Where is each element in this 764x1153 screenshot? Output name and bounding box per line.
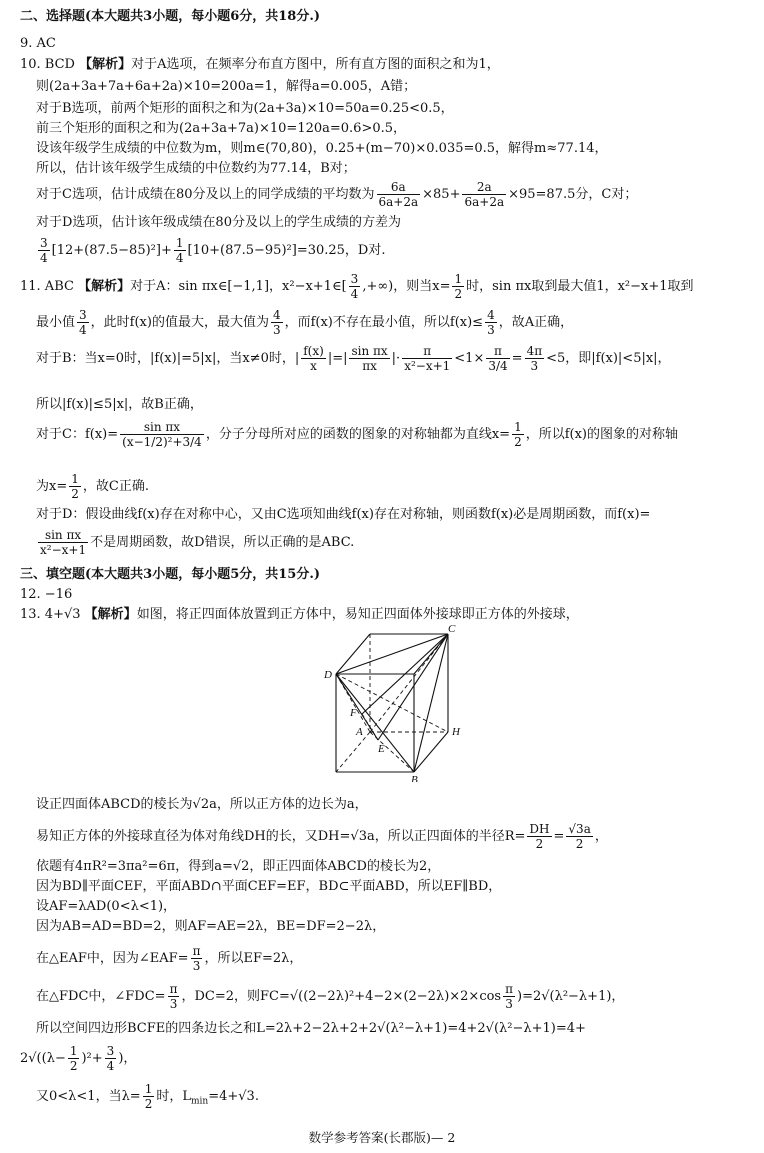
- q13-l12sub: min: [190, 1096, 209, 1107]
- q13-l3a: 易知正方体的外接球直径为体对角线DH的长，又DH=√3a，所以正四面体的半径R=: [36, 829, 526, 844]
- q11-line8: [36, 528, 354, 557]
- q10-l1: 对于A选项，在频率分布直方图中，所有直方图的面积之和为1，: [131, 57, 500, 72]
- fraction: [402, 344, 452, 373]
- q11-line5: [36, 420, 678, 449]
- q13-l1: 如图，将正四面体放置到正方体中，易知正四面体外接球即正方体的外接球，: [136, 607, 579, 622]
- frac-den: πx: [362, 359, 377, 373]
- section2-title: [20, 8, 320, 25]
- frac-den: 3: [272, 323, 281, 337]
- q10-line2: 则(2a+3a+7a+6a+2a)×10=200a=1，解得a=0.005，A错；: [36, 79, 417, 94]
- frac-den: 2: [69, 1059, 78, 1073]
- q11-line3: [36, 344, 671, 373]
- q11-l8a: 不是周期函数，故D错误，所以正确的是ABC.: [90, 535, 355, 550]
- frac-num: 3: [350, 272, 359, 286]
- frac-den: x²−x+1: [40, 543, 87, 557]
- q11-line2: [36, 308, 573, 337]
- cube-tetrahedron-figure: [318, 622, 468, 782]
- frac-num: 1: [71, 472, 79, 486]
- fraction: [525, 344, 545, 373]
- fraction: [191, 944, 203, 973]
- frac-num: π: [192, 944, 201, 958]
- q13-l9b: ，DC=2，则FC=√((2−2λ)²+4−2×(2−2λ)×2×cos: [181, 989, 502, 1004]
- fraction: [143, 1082, 155, 1111]
- q13-l12b: 时，L: [156, 1089, 191, 1104]
- q13-line7: 因为AB=AD=BD=2，则AF=AE=2λ，BE=DF=2−2λ，: [36, 919, 386, 934]
- frac-den: 2: [454, 287, 463, 301]
- frac-num: π: [402, 344, 452, 359]
- q11-l3d: <1×: [454, 351, 485, 366]
- section3-title: [20, 566, 320, 583]
- fraction: [271, 308, 283, 337]
- q13-head: 13. 4+√3: [20, 607, 85, 622]
- section2-heading: 二、选择题: [20, 9, 86, 24]
- q11-l3a: 对于B：当x=0时，|f(x)|=5|x|，当x≠0时，|: [36, 351, 300, 366]
- q11-l2b: ，此时f(x)的值最大，最大值为: [90, 315, 269, 330]
- frac-num: sin πx: [120, 420, 204, 435]
- tetra-edge-DA: [336, 674, 370, 732]
- label-B: B: [411, 774, 418, 782]
- q11-l5a: 对于C：f(x)=: [36, 427, 119, 442]
- frac-den: 3: [169, 997, 178, 1011]
- label-C: C: [448, 623, 456, 635]
- q13-l8a: 在△EAF中，因为∠EAF=: [36, 951, 189, 966]
- q11-l1b: ,+∞)，则当x=: [362, 279, 451, 294]
- frac-num: DH: [529, 822, 550, 836]
- section3-heading: 三、填空题: [20, 567, 86, 582]
- frac-num: sin πx: [38, 528, 88, 543]
- frac-num: 3: [40, 236, 48, 250]
- frac-den: 2: [535, 837, 544, 851]
- q10-l7a: 对于C选项，估计成绩在80分及以上的同学成绩的平均数为: [36, 187, 375, 202]
- fraction: [462, 180, 506, 209]
- q13-l9c: )=2√(λ²−λ+1)，: [517, 989, 625, 1004]
- q10-tag: 【解析】: [79, 57, 132, 72]
- fraction: [512, 420, 524, 449]
- q13-line1: [20, 606, 579, 623]
- q11-l5b: ，分子分母所对应的函数的图象的对称轴都为直线x=: [205, 427, 511, 442]
- frac-den: 3: [192, 959, 201, 973]
- frac-den: 3: [530, 359, 539, 373]
- q11-l6a: 为x=: [36, 479, 68, 494]
- q10-line4: 前三个矩形的面积之和为(2a+3a+7a)×10=120a=0.6>0.5，: [36, 121, 407, 136]
- q10-line5: 设该年级学生成绩的中位数为m，则m∈(70,80)，0.25+(m−70)×0.035=0.5，解得m≈77.14，: [36, 141, 608, 156]
- frac-num: 1: [144, 1082, 153, 1096]
- q10-l9a: [12+(87.5−85)²]+: [51, 243, 172, 258]
- q13-line11: [20, 1044, 136, 1073]
- frac-den: 3: [487, 323, 495, 337]
- q10-head: 10. BCD: [20, 57, 80, 72]
- frac-num: 3: [106, 1044, 115, 1058]
- q11-line4: 所以|f(x)|≤5|x|，故B正确，: [36, 397, 203, 412]
- frac-den: 3/4: [488, 359, 508, 373]
- q13-line8: [36, 944, 302, 973]
- q11-l1c: 时，sin πx取到最大值1，x²−x+1取到: [466, 279, 694, 294]
- q13-l12a: 又0<λ<1，当λ=: [36, 1089, 141, 1104]
- fraction: [486, 344, 509, 373]
- fraction: [349, 272, 361, 301]
- q9-answer: 9. AC: [20, 36, 56, 51]
- frac-num: sin πx: [351, 344, 388, 358]
- frac-num: 2a: [462, 180, 506, 195]
- q13-tag: 【解析】: [84, 607, 137, 622]
- fraction: [566, 822, 592, 851]
- hidden-edge: [336, 732, 370, 772]
- fraction: [77, 308, 89, 337]
- q13-l11a: 2√((λ−: [20, 1051, 66, 1066]
- fraction: [168, 982, 180, 1011]
- fraction: [120, 420, 204, 449]
- section2-desc: (本大题共3小题，每小题6分，共18分.): [85, 9, 321, 24]
- frac-den: 2: [144, 1097, 153, 1111]
- q13-line5: 因为BD∥平面CEF，平面ABD∩平面CEF=EF，BD⊂平面ABD，所以EF∥BD，: [36, 879, 502, 894]
- q11-l3f: <5，即|f(x)|<5|x|，: [546, 351, 671, 366]
- q11-l6b: ，故C正确.: [82, 479, 149, 494]
- frac-num: 1: [514, 420, 522, 434]
- q11-line1: 11. ABC 【解析】对于A：sin πx∈[−1,1]，x²−x+1∈[ $\frac{3}{4}$ ,+∞)，则当x= $\frac{1}{2}$ 时，sin πx取到最大值1，x²−x+1取到: [20, 272, 694, 301]
- q10-l7c: ×95=87.5分，C对；: [508, 187, 638, 202]
- q10-l9b: [10+(87.5−95)²]=30.25，D对.: [187, 243, 386, 258]
- q11-l2a: 最小值: [36, 315, 76, 330]
- q11-l5c: ，所以f(x)的图象的对称轴: [525, 427, 678, 442]
- fraction: [452, 272, 464, 301]
- frac-den: 4: [175, 251, 184, 265]
- frac-num: π: [505, 982, 513, 996]
- q13-l9a: 在△FDC中，∠FDC=: [36, 989, 166, 1004]
- q13-line4: 依题有4πR²=3πa²=6π，得到a=√2，即正四面体ABCD的棱长为2，: [36, 859, 441, 874]
- q12-answer: 12. −16: [20, 587, 73, 602]
- page-footer: 数学参考答案(长郡版)— 2: [308, 1130, 456, 1145]
- frac-den: 6a+2a: [464, 195, 505, 209]
- frac-den: x: [310, 359, 317, 373]
- q10-line7: [36, 180, 637, 209]
- frac-den: 4: [350, 287, 359, 301]
- q13-line9: [36, 982, 624, 1011]
- fraction: [527, 822, 551, 851]
- q13-line10: 所以空间四边形BCFE的四条边长之和L=2λ+2−2λ+2+2√(λ²−λ+1)=4+2√(λ²−λ+1)=4+: [36, 1021, 586, 1036]
- q11-l2c: ，而f(x)不存在最小值，所以f(x)≤: [284, 315, 484, 330]
- tetra-edge-DB: [336, 674, 414, 772]
- q13-l8b: ，所以EF=2λ，: [204, 951, 303, 966]
- frac-den: 4: [79, 323, 87, 337]
- frac-num: 1: [454, 272, 463, 286]
- frac-den: 3: [505, 997, 513, 1011]
- frac-den: 2: [575, 837, 584, 851]
- frac-den: x²−x+1: [404, 359, 451, 373]
- q10-line1: [20, 56, 500, 73]
- frac-num: π: [486, 344, 509, 359]
- q10-line8: 对于D选项，估计该年级成绩在80分及以上的学生成绩的方差为: [36, 215, 401, 230]
- q13-l3c: ，: [594, 829, 608, 844]
- fraction: [174, 236, 186, 265]
- fraction: [105, 1044, 117, 1073]
- section3-desc: (本大题共3小题，每小题5分，共15分.): [85, 567, 321, 582]
- fraction: [485, 308, 497, 337]
- q10-line9: [36, 236, 385, 265]
- frac-num: f(x): [303, 344, 324, 358]
- frac-num: 6a: [377, 180, 421, 195]
- label-D: D: [324, 669, 332, 681]
- q11-l3b: |=|: [327, 351, 348, 366]
- q10-line3: 对于B选项，前两个矩形的面积之和为(2a+3a)×10=50a=0.25<0.5，: [36, 101, 454, 116]
- label-A: A: [356, 726, 363, 738]
- q13-l11c: )，: [118, 1051, 137, 1066]
- frac-num: 4π: [526, 344, 543, 358]
- fraction: [68, 1044, 80, 1073]
- frac-num: 1: [175, 236, 184, 250]
- q11-l1a: 对于A：sin πx∈[−1,1]，x²−x+1∈: [130, 279, 342, 294]
- frac-den: 6a+2a: [378, 195, 419, 209]
- label-H: H: [452, 726, 460, 738]
- q11-l2d: ，故A正确，: [498, 315, 574, 330]
- frac-den: 4: [106, 1059, 115, 1073]
- q13-line6: 设AF=λAD(0<λ<1)，: [36, 899, 177, 914]
- frac-den: (x−1/2)²+3/4: [122, 435, 202, 449]
- q11-head: 11. ABC: [20, 279, 79, 294]
- q11-l3e: =: [511, 351, 523, 366]
- q13-line3: [36, 822, 608, 851]
- fraction: [38, 528, 88, 557]
- q11-l3c: |·: [391, 351, 401, 366]
- q10-line6: 所以，估计该年级学生成绩的中位数约为77.14，B对；: [36, 161, 356, 176]
- label-F: F: [350, 707, 357, 719]
- q11-line6: [36, 472, 149, 501]
- frac-num: 1: [69, 1044, 78, 1058]
- frac-den: 2: [514, 435, 522, 449]
- label-E: E: [378, 743, 385, 755]
- q13-line2: 设正四面体ABCD的棱长为√2a，所以正方体的边长为a，: [36, 797, 368, 812]
- frac-num: 4: [487, 308, 495, 322]
- q13-l3b: =: [553, 829, 565, 844]
- q13-l12c: =4+√3.: [208, 1089, 259, 1104]
- fraction: [69, 472, 81, 501]
- fraction: [503, 982, 515, 1011]
- q11-tag: 【解析】: [78, 279, 131, 294]
- frac-den: 4: [40, 251, 48, 265]
- fraction: [349, 344, 389, 373]
- q13-line12: [36, 1082, 259, 1111]
- frac-num: √3a: [568, 822, 591, 836]
- frac-num: 3: [79, 308, 87, 322]
- frac-num: 4: [272, 308, 281, 322]
- fraction: [38, 236, 50, 265]
- q11-line7: 对于D：假设曲线f(x)存在对称中心，又由C选项知曲线f(x)存在对称轴，则函数f(x)必是周期函数，而f(x)=: [36, 507, 651, 522]
- frac-den: 2: [71, 487, 79, 501]
- frac-num: π: [169, 982, 178, 996]
- edge-CE: [378, 634, 448, 740]
- fraction: [377, 180, 421, 209]
- fraction: [301, 344, 326, 373]
- q10-l7b: ×85+: [422, 187, 461, 202]
- q13-l11b: )²+: [81, 1051, 103, 1066]
